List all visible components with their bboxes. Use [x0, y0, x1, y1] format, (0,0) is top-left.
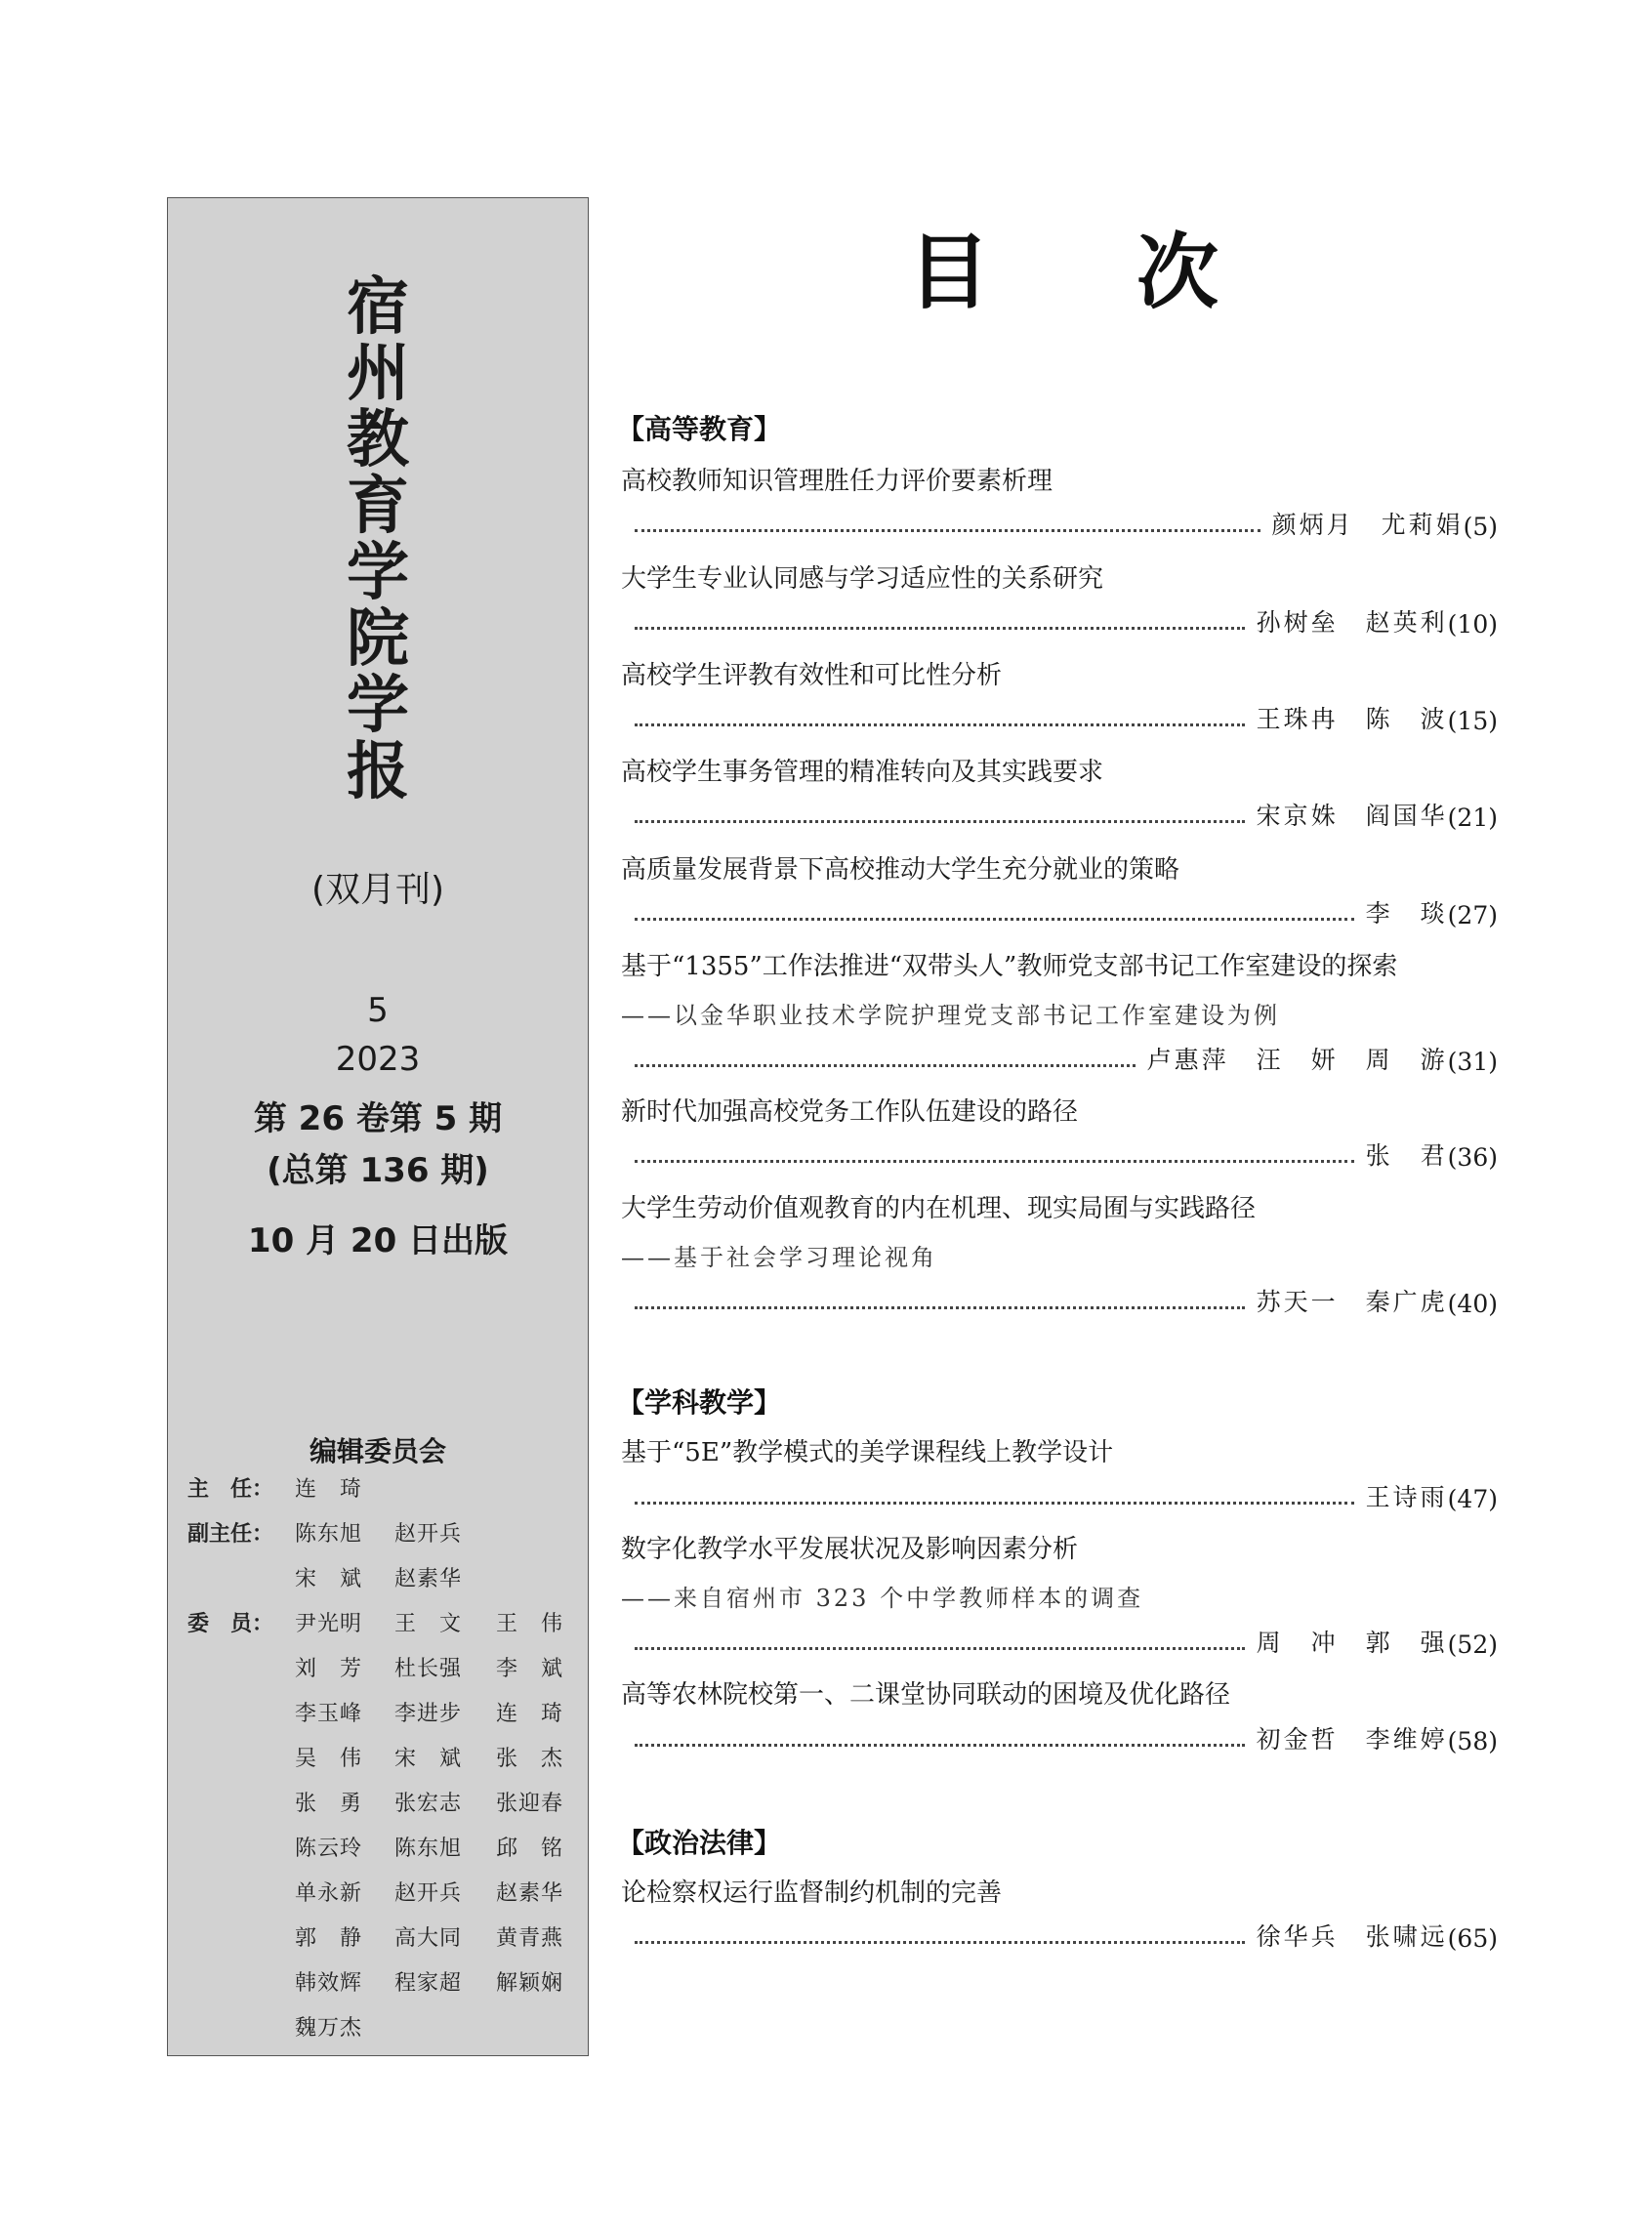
board-role: 副主任： — [187, 1522, 274, 1547]
board-row — [187, 2011, 578, 2056]
board-member: 李进步 — [394, 1702, 463, 1726]
dot-leader — [635, 529, 1260, 532]
board-row — [187, 1966, 578, 2011]
board-member: 陈东旭 — [394, 1837, 463, 1861]
dot-leader — [635, 723, 1245, 726]
article-subtitle: ——以金华职业技术学院护理党支部书记工作室建设为例 — [621, 1002, 1280, 1029]
article-page[interactable]: (52) — [1447, 1630, 1498, 1659]
board-member: 张 杰 — [496, 1747, 564, 1771]
board-member: 单永新 — [295, 1881, 363, 1906]
dot-leader — [635, 1064, 1136, 1067]
board-row — [187, 1787, 578, 1832]
board-member: 王 文 — [394, 1612, 463, 1636]
article-subtitle: ——基于社会学习理论视角 — [621, 1244, 937, 1271]
board-row — [187, 1832, 578, 1877]
masthead-panel — [167, 197, 589, 2056]
article-title[interactable]: 高质量发展背景下高校推动大学生充分就业的策略 — [621, 855, 1180, 885]
article-title[interactable]: 高校教师知识管理胜任力评价要素析理 — [621, 467, 1053, 496]
board-member: 刘 芳 — [295, 1657, 363, 1681]
dot-leader — [635, 627, 1245, 630]
journal-title-char: 报 — [347, 736, 409, 808]
board-member: 赵开兵 — [394, 1522, 463, 1547]
journal-title — [168, 271, 588, 808]
dot-leader — [635, 1744, 1245, 1747]
board-row — [187, 1517, 578, 1562]
board-member: 宋 斌 — [295, 1567, 363, 1591]
toc-heading: 目次 — [908, 224, 1366, 320]
article-authors: 王珠冉 陈 波 — [1256, 705, 1448, 733]
issue-number: 5 — [367, 991, 389, 1030]
article-title[interactable]: 高等农林院校第一、二课堂协同联动的困境及优化路径 — [621, 1680, 1231, 1710]
board-member: 连 琦 — [295, 1477, 363, 1502]
board-row — [187, 1742, 578, 1787]
article-authors: 李 琰 — [1365, 899, 1448, 928]
volume-issue: 第 26 卷第 5 期 — [253, 1099, 503, 1138]
article-title[interactable]: 大学生专业认同感与学习适应性的关系研究 — [621, 564, 1104, 594]
total-issue: (总第 136 期) — [267, 1151, 489, 1190]
toc-leader-line — [635, 1043, 1498, 1076]
toc-leader-line — [635, 1480, 1498, 1513]
board-member: 程家超 — [394, 1971, 463, 1996]
board-row — [187, 1607, 578, 1652]
article-authors: 徐华兵 张啸远 — [1256, 1922, 1448, 1951]
article-page[interactable]: (36) — [1447, 1143, 1498, 1172]
article-authors: 颜炳月 尤莉娟 — [1271, 511, 1464, 539]
toc-leader-line — [635, 1285, 1498, 1318]
dot-leader — [635, 1306, 1245, 1309]
article-page[interactable]: (47) — [1447, 1485, 1498, 1513]
board-member: 李 斌 — [496, 1657, 564, 1681]
section-title: 【高等教育】 — [617, 413, 782, 445]
toc-leader-line — [635, 1626, 1498, 1659]
publication-date: 10 月 20 日出版 — [247, 1221, 509, 1260]
section-title: 【政治法律】 — [617, 1827, 782, 1859]
dot-leader — [635, 1941, 1245, 1944]
dot-leader — [635, 918, 1354, 921]
toc-leader-line — [635, 508, 1498, 541]
board-member: 郭 静 — [295, 1926, 363, 1951]
article-title[interactable]: 高校学生事务管理的精准转向及其实践要求 — [621, 758, 1104, 787]
board-member: 李玉峰 — [295, 1702, 363, 1726]
board-member: 黄青燕 — [496, 1926, 564, 1951]
article-title[interactable]: 大学生劳动价值观教育的内在机理、现实局囿与实践路径 — [621, 1194, 1257, 1223]
toc-leader-line — [635, 1919, 1498, 1953]
article-authors: 苏天一 秦广虎 — [1256, 1288, 1448, 1316]
board-member: 陈东旭 — [295, 1522, 363, 1547]
article-page[interactable]: (27) — [1447, 901, 1498, 929]
board-member: 邱 铭 — [496, 1837, 564, 1861]
journal-title-char: 学 — [347, 537, 409, 609]
board-member: 张 勇 — [295, 1792, 363, 1816]
board-member: 吴 伟 — [295, 1747, 363, 1771]
board-row — [187, 1877, 578, 1921]
article-page[interactable]: (15) — [1447, 707, 1498, 735]
article-page[interactable]: (65) — [1447, 1924, 1498, 1953]
board-member: 王 伟 — [496, 1612, 564, 1636]
board-member: 解颖娴 — [496, 1971, 564, 1996]
article-authors: 周 冲 郭 强 — [1256, 1629, 1448, 1657]
dot-leader — [635, 820, 1245, 823]
toc-leader-line — [635, 605, 1498, 639]
article-title[interactable]: 数字化教学水平发展状况及影响因素分析 — [621, 1535, 1079, 1564]
section-title: 【学科教学】 — [617, 1386, 782, 1419]
journal-title-char: 教 — [347, 404, 409, 476]
toc-leader-line — [635, 1722, 1498, 1755]
journal-title-char: 学 — [347, 670, 409, 742]
board-row — [187, 1652, 578, 1697]
board-member: 赵开兵 — [394, 1881, 463, 1906]
toc-leader-line — [635, 799, 1498, 832]
journal-title-char: 宿 — [347, 271, 409, 344]
article-title[interactable]: 新时代加强高校党务工作队伍建设的路径 — [621, 1097, 1079, 1127]
article-authors: 卢惠萍 汪 妍 周 游 — [1146, 1046, 1448, 1074]
article-page[interactable]: (21) — [1447, 804, 1498, 832]
editorial-board-title: 编辑委员会 — [309, 1435, 446, 1467]
article-page[interactable]: (31) — [1447, 1048, 1498, 1076]
board-member: 杜长强 — [394, 1657, 463, 1681]
publication-frequency: (双月刊) — [310, 870, 445, 910]
board-member: 尹光明 — [295, 1612, 363, 1636]
dot-leader — [635, 1647, 1245, 1650]
article-title[interactable]: 高校学生评教有效性和可比性分析 — [621, 661, 1003, 690]
article-authors: 张 君 — [1365, 1141, 1448, 1170]
article-subtitle: ——来自宿州市 323 个中学教师样本的调查 — [621, 1585, 1144, 1612]
issue-year: 2023 — [335, 1040, 421, 1079]
board-row — [187, 1697, 578, 1742]
dot-leader — [635, 1502, 1354, 1505]
dot-leader — [635, 1160, 1354, 1163]
article-authors: 宋京姝 阎国华 — [1256, 802, 1448, 830]
board-member: 魏万杰 — [295, 2016, 363, 2041]
board-member: 赵素华 — [394, 1567, 463, 1591]
board-row — [187, 1921, 578, 1966]
board-member: 韩效辉 — [295, 1971, 363, 1996]
board-member: 陈云玲 — [295, 1837, 363, 1861]
journal-title-char: 州 — [347, 338, 409, 410]
article-page[interactable]: (40) — [1447, 1290, 1498, 1318]
toc-leader-line — [635, 896, 1498, 929]
toc-leader-line — [635, 1138, 1498, 1172]
editorial-board — [187, 1472, 578, 2056]
journal-title-char: 育 — [347, 471, 409, 543]
board-member: 赵素华 — [496, 1881, 564, 1906]
board-member: 张迎春 — [496, 1792, 564, 1816]
board-member: 高大同 — [394, 1926, 463, 1951]
article-title[interactable]: 基于“5E”教学模式的美学课程线上教学设计 — [621, 1438, 1114, 1467]
board-member: 连 琦 — [496, 1702, 564, 1726]
board-member: 宋 斌 — [394, 1747, 463, 1771]
article-page[interactable]: (58) — [1447, 1727, 1498, 1755]
article-authors: 孙树垒 赵英利 — [1256, 608, 1448, 637]
article-authors: 初金哲 李维婷 — [1256, 1725, 1448, 1754]
journal-title-char: 院 — [347, 603, 409, 676]
board-member: 张宏志 — [394, 1792, 463, 1816]
article-title[interactable]: 基于“1355”工作法推进“双带头人”教师党支部书记工作室建设的探索 — [621, 952, 1398, 981]
toc-leader-line — [635, 702, 1498, 735]
board-role: 主 任： — [187, 1477, 274, 1502]
board-row — [187, 1472, 578, 1517]
article-page[interactable]: (5) — [1463, 513, 1498, 541]
board-row — [187, 1562, 578, 1607]
article-authors: 王诗雨 — [1365, 1483, 1448, 1511]
article-title[interactable]: 论检察权运行监督制约机制的完善 — [621, 1878, 1003, 1908]
article-page[interactable]: (10) — [1447, 610, 1498, 639]
board-role: 委 员： — [187, 1612, 274, 1636]
